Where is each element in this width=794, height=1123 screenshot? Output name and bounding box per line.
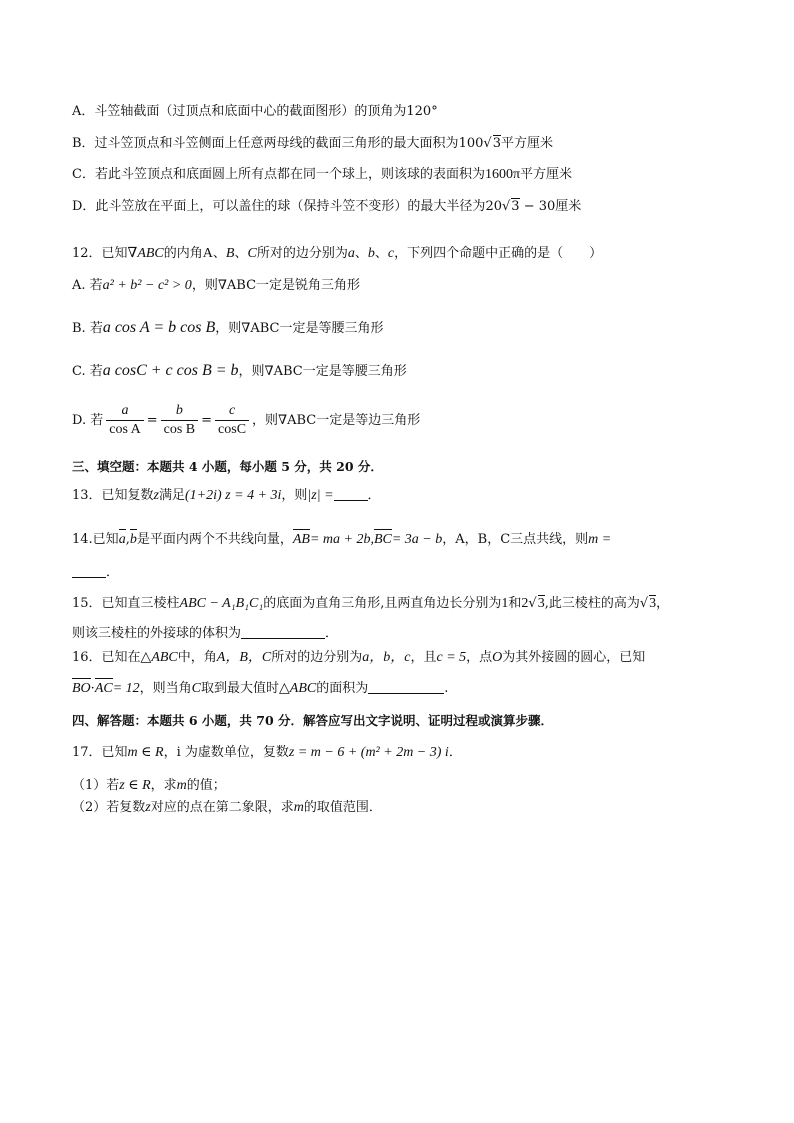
q12-option-b: B. 若a cos A = b cos B，则∇ABC一定是等腰三角形 (72, 319, 384, 336)
fraction-c: $\frac{c}{\cos C}$ (215, 402, 249, 439)
fraction-a: $\frac{a}{\text{cos A}}$ (106, 402, 144, 439)
q12-stem: 12．已知∇ABC的内角A、B、C所对的边分别为a、b、c，下列四个命题中正确的是（ ） (72, 246, 603, 261)
q11-option-b: B．过斗笠顶点和斗笠侧面上任意两母线的截面三角形的最大面积为100√3平方厘米 (72, 136, 553, 151)
q11-option-a: A．斗笠轴截面（过顶点和底面中心的截面图形）的顶角为120° (72, 104, 438, 119)
answer-blank[interactable] (72, 563, 106, 578)
q16: 16．已知在△ABC中，角A，B，C所对的边分别为a，b，c，且c = 5，点O为其外接圆的圆心，已知 (72, 650, 646, 665)
q16-line2: BO·AC= 12，则当角C取到最大值时△ABC的面积为 . (72, 679, 448, 699)
q11-d-value: 20√3 − 30 (485, 199, 556, 214)
q12-option-d: D. 若 $\frac{a}{\text{cos A}}$ = $\frac{b}{\text{cos B}}$ = $\frac{c}{\cos C}$ ，则∇ABC一定是等边三角形 (72, 403, 421, 437)
section-4-title: 四、解答题：本题共 6 小题，共 70 分．解答应写出文字说明、证明过程或演算步骤． (72, 713, 554, 728)
q15: 15．已知直三棱柱ABC − A₁B₁C₁的底面为直角三角形,且两直角边长分别为1和2√3,此三棱柱的高为√3， (72, 596, 670, 611)
answer-blank[interactable] (368, 679, 444, 694)
q12-option-a: A. 若a² + b² − c² > 0，则∇ABC一定是锐角三角形 (72, 278, 361, 293)
q13: 13．已知复数z满足(1+2i) z = 4 + 3i，则|z| = ． (72, 488, 381, 503)
q17: 17．已知m ∈ R，i 为虚数单位，复数z = m − 6 + (m² + 2m − 3) i． (72, 745, 462, 760)
q17-part-2: （2）若复数z对应的点在第二象限，求m的取值范围． (72, 800, 382, 815)
q11-option-d: D．此斗笠放在平面上，可以盖住的球（保持斗笠不变形）的最大半径为20√3 − 30厘米 (72, 199, 582, 214)
answer-blank[interactable] (334, 486, 368, 501)
q15-line2: 则该三棱柱的外接球的体积为 ． (72, 626, 339, 641)
q14: 14.已知a,b是平面内两个不共线向量，AB= ma + 2b,BC= 3a − b，A，B，C三点共线，则m = (72, 530, 611, 550)
q12-option-c: C. 若a cosC + c cos B = b，则∇ABC一定是等腰三角形 (72, 362, 407, 379)
q11-b-value: 100√3 (458, 136, 501, 151)
q11-option-c: C．若此斗笠顶点和底面圆上所有点都在同一个球上，则该球的表面积为1600π平方厘米 (72, 167, 573, 182)
section-3-title: 三、填空题：本题共 4 小题，每小题 5 分，共 20 分． (72, 459, 383, 474)
answer-blank[interactable] (241, 624, 325, 639)
q17-part-1: （1）若z ∈ R，求m的值； (72, 778, 226, 793)
fraction-b: $\frac{b}{\text{cos B}}$ (161, 402, 199, 439)
q14-line2: ． (72, 563, 119, 583)
